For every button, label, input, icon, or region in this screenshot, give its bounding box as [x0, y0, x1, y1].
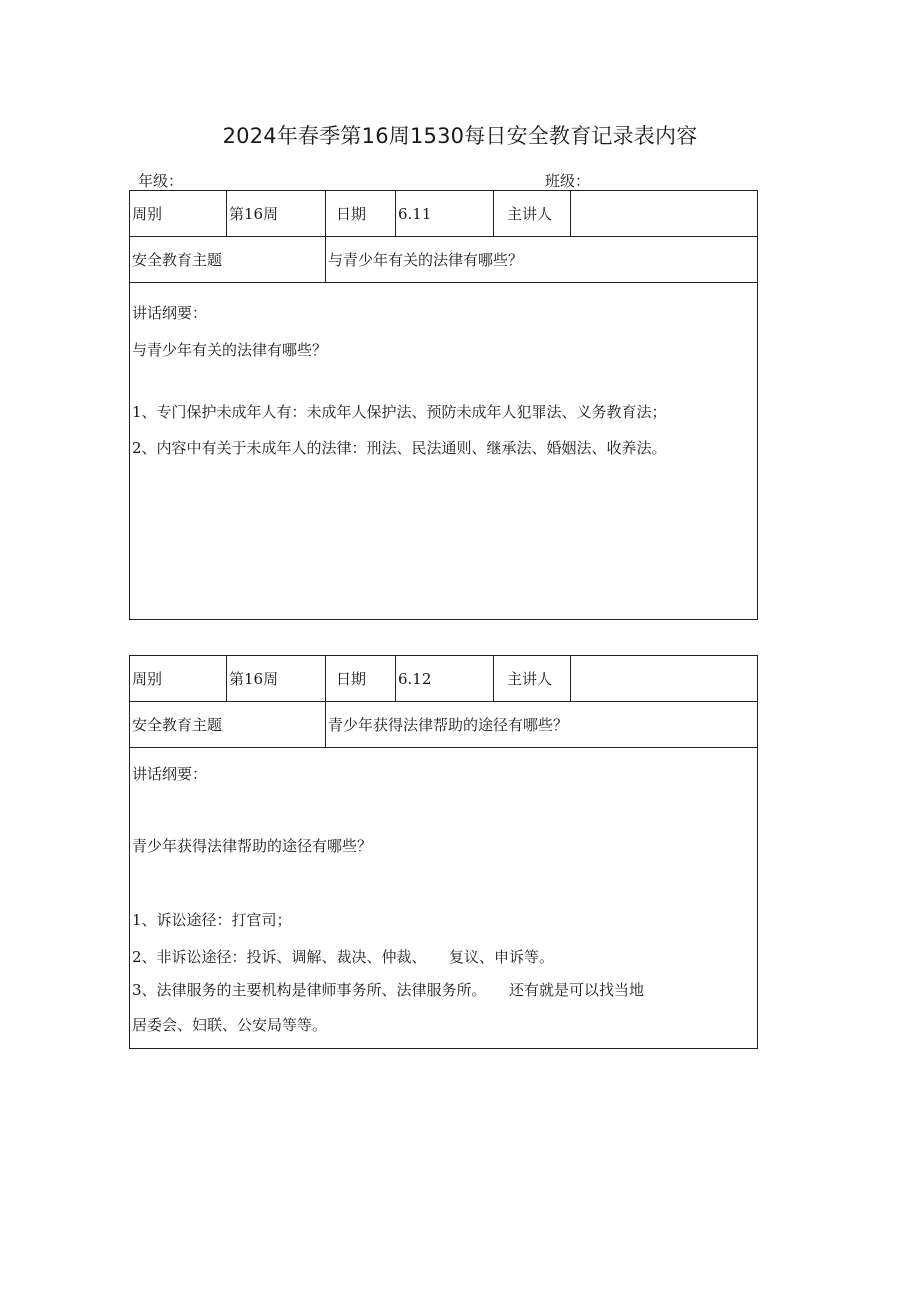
info-row [130, 191, 757, 237]
date-label: 日期 [326, 191, 396, 236]
week-value: 第16周 [227, 191, 326, 236]
outline-line: 2、内容中有关于未成年人的法律：刑法、民法通则、继承法、婚姻法、收养法。 [132, 439, 667, 457]
record-table-2 [129, 655, 758, 1049]
outline-line: 1、专门保护未成年人有：未成年人保护法、预防未成年人犯罪法、义务教育法； [132, 403, 667, 421]
speaker-label: 主讲人 [494, 191, 571, 236]
week-label: 周别 [130, 656, 227, 701]
info-row [130, 656, 757, 702]
topic-label: 安全教育主题 [130, 702, 326, 747]
grade-label: 年级： [138, 172, 184, 190]
topic-value: 与青少年有关的法律有哪些？ [328, 251, 524, 269]
outline-label: 讲话纲要： [132, 765, 208, 783]
outline-line: 1、诉讼途径：打官司； [132, 911, 292, 929]
outline-line: 青少年获得法律帮助的途径有哪些？ [132, 837, 373, 855]
topic-row [130, 237, 757, 283]
record-table-1 [129, 190, 758, 620]
topic-row [130, 702, 757, 748]
outline-line: 3、法律服务的主要机构是律师事务所、法律服务所。 还有就是可以找当地 [132, 981, 645, 999]
speaker-value [571, 656, 757, 701]
week-label: 周别 [130, 191, 227, 236]
speaker-label: 主讲人 [494, 656, 571, 701]
date-label: 日期 [326, 656, 396, 701]
topic-value: 青少年获得法律帮助的途径有哪些？ [328, 716, 569, 734]
week-value: 第16周 [227, 656, 326, 701]
date-value: 6.11 [396, 191, 494, 236]
outline-label: 讲话纲要： [132, 304, 208, 322]
topic-label: 安全教育主题 [130, 237, 326, 282]
page-title: 2024年春季第16周1530每日安全教育记录表内容 [222, 124, 698, 148]
outline-line: 居委会、妇联、公安局等等。 [132, 1016, 328, 1034]
class-label: 班级： [545, 172, 591, 190]
outline-line: 与青少年有关的法律有哪些？ [132, 341, 328, 359]
outline-line: 2、非诉讼途径：投诉、调解、裁决、仲裁、 复议、申诉等。 [132, 948, 555, 966]
speaker-value [571, 191, 757, 236]
date-value: 6.12 [396, 656, 494, 701]
